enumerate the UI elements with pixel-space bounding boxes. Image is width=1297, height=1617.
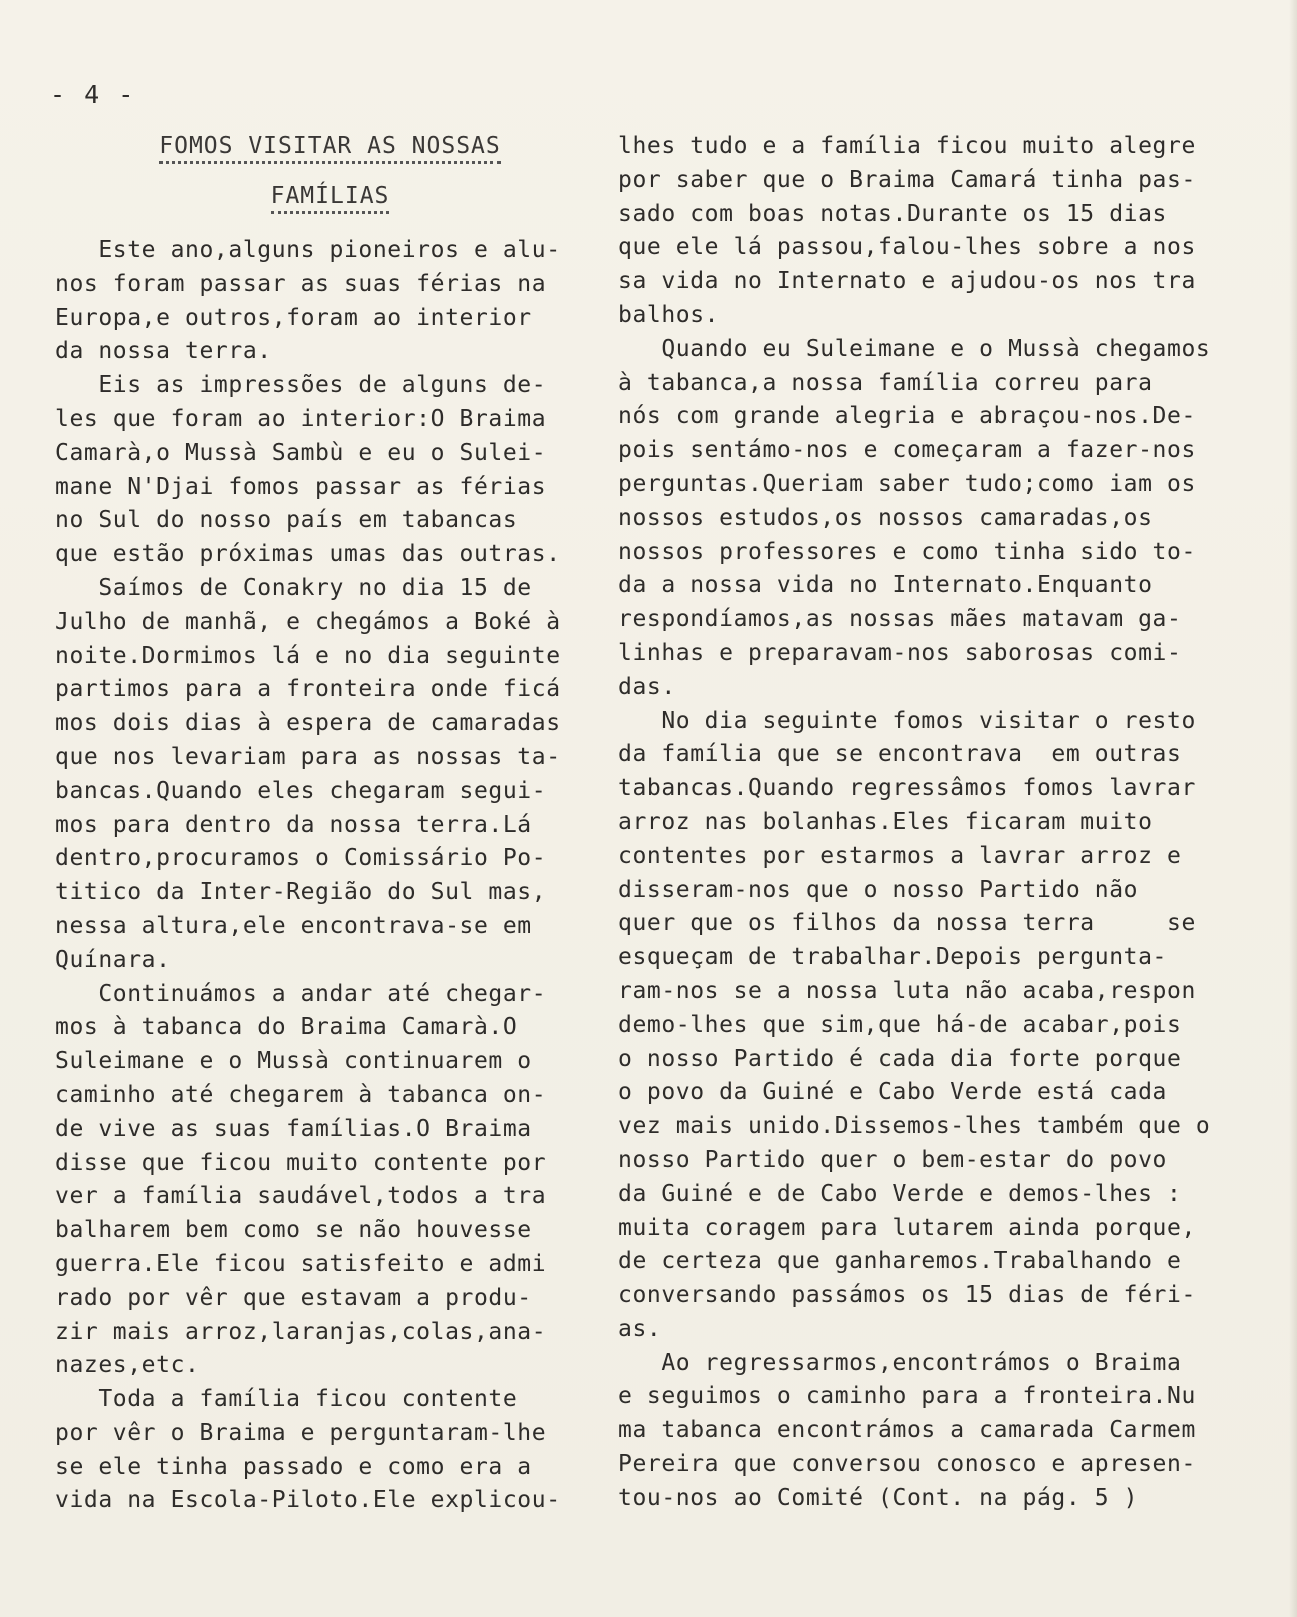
left-column-line: que estão próximas umas das outras. [55, 541, 561, 568]
left-column-line: mos à tabanca do Braima Camarà.O [55, 1014, 518, 1041]
right-column-line: lhes tudo e a família ficou muito alegre [618, 133, 1196, 159]
left-column-line: Suleimane e o Mussà continuarem o [55, 1048, 532, 1075]
left-column-line: mane N'Djai fomos passar as férias [55, 473, 547, 500]
left-column-line: Eis as impressões de alguns de- [55, 372, 547, 399]
article-title-text-1: FOMOS VISITAR AS NOSSAS [159, 133, 501, 164]
left-column-line: caminho até chegarem à tabanca on- [55, 1081, 547, 1108]
left-column-line: les que foram ao interior:O Braima [55, 405, 547, 432]
left-column-line: por vêr o Braima e perguntaram-lhe [55, 1419, 547, 1446]
left-column-line: que nos levariam para as nossas ta- [55, 743, 561, 770]
right-column-line: respondíamos,as nossas mães matavam ga- [618, 606, 1182, 633]
left-column-line: disse que ficou muito contente por [55, 1149, 547, 1176]
right-column-line: o nosso Partido é cada dia forte porque [618, 1045, 1182, 1072]
right-column-line: ram-nos se a nossa luta não acaba,respon [618, 977, 1196, 1004]
right-column-line: as. [618, 1315, 662, 1342]
right-column-line: e seguimos o caminho para a fronteira.Nu [618, 1383, 1196, 1410]
right-column-line: arroz nas bolanhas.Eles ficaram muito [618, 808, 1153, 835]
page-number: - 4 - [50, 80, 136, 109]
right-column-line: quer que os filhos da nossa terra se [618, 910, 1196, 937]
right-column-line: da família que se encontrava em outras [618, 741, 1182, 768]
right-column-line: tou-nos ao Comité (Cont. na pág. 5 ) [618, 1484, 1139, 1511]
article-title-line-2 [60, 183, 600, 209]
left-column-line: noite.Dormimos lá e no dia seguinte [55, 642, 561, 669]
right-column-line: balhos. [618, 301, 720, 328]
left-column-line: se ele tinha passado e como era a [55, 1453, 532, 1480]
left-column-line: Continuámos a andar até chegar- [55, 980, 547, 1007]
left-column-line: no Sul do nosso país em tabancas [55, 507, 518, 534]
left-column-line: partimos para a fronteira onde ficá [55, 676, 561, 703]
left-column-line: mos para dentro da nossa terra.Lá [55, 811, 532, 838]
right-column-line: nossos professores e como tinha sido to- [618, 538, 1196, 565]
right-column-line: disseram-nos que o nosso Partido não [618, 876, 1139, 903]
right-column-line: Quando eu Suleimane e o Mussà chegamos [618, 335, 1211, 362]
right-column-line: contentes por estarmos a lavrar arroz e [618, 842, 1182, 869]
right-column-line: à tabanca,a nossa família correu para [618, 369, 1153, 396]
right-column-line: pois sentámo-nos e começaram a fazer-nos [618, 437, 1196, 464]
left-column-line: Europa,e outros,foram ao interior [55, 304, 532, 331]
left-column-line: Saímos de Conakry no dia 15 de [55, 574, 532, 601]
right-column-line: sado com boas notas.Durante os 15 dias [618, 200, 1167, 227]
left-column-line: ver a família saudável,todos a tra [55, 1183, 547, 1210]
left-column-line: rado por vêr que estavam a produ- [55, 1284, 532, 1311]
right-column-line: linhas e preparavam-nos saborosas comi- [618, 639, 1182, 666]
right-column-line: demo-lhes que sim,que há-de acabar,pois [618, 1011, 1182, 1038]
right-column-line: de certeza que ganharemos.Trabalhando e [618, 1248, 1182, 1275]
right-column-line: da a nossa vida no Internato.Enquanto [618, 572, 1153, 599]
left-column-line: nessa altura,ele encontrava-se em [55, 912, 532, 939]
right-column-line: o povo da Guiné e Cabo Verde está cada [618, 1079, 1167, 1106]
right-column-line: conversando passámos os 15 dias de féri- [618, 1282, 1196, 1309]
left-column-line: nos foram passar as suas férias na [55, 270, 547, 297]
left-column-line: titico da Inter-Região do Sul mas, [55, 879, 547, 906]
left-text-column [55, 234, 561, 1518]
left-column-line: Quínara. [55, 946, 171, 973]
right-column-line: tabancas.Quando regressâmos fomos lavrar [618, 775, 1196, 802]
article-title-line-1 [60, 133, 600, 159]
article-title-text-2: FAMÍLIAS [271, 183, 390, 214]
left-column-line: nazes,etc. [55, 1352, 200, 1379]
left-column-line: Toda a família ficou contente [55, 1386, 518, 1413]
left-column-line: zir mais arroz,laranjas,colas,ana- [55, 1318, 547, 1345]
left-column-line: Camarà,o Mussà Sambù e eu o Sulei- [55, 439, 547, 466]
right-column-line: das. [618, 673, 676, 700]
left-column-line: de vive as suas famílias.O Braima [55, 1115, 532, 1142]
right-column-line: nosso Partido quer o bem-estar do povo [618, 1146, 1167, 1173]
page-edge-shadow [1289, 0, 1297, 1617]
left-column-line: Julho de manhã, e chegámos a Boké à [55, 608, 561, 635]
right-column-line: por saber que o Braima Camará tinha pas- [618, 166, 1196, 193]
left-column-line: guerra.Ele ficou satisfeito e admi [55, 1250, 547, 1277]
left-column-line: da nossa terra. [55, 338, 272, 365]
right-column-line: No dia seguinte fomos visitar o resto [618, 707, 1196, 734]
right-column-line: da Guiné e de Cabo Verde e demos-lhes : [618, 1180, 1182, 1207]
right-column-line: que ele lá passou,falou-lhes sobre a nos [618, 234, 1196, 261]
right-column-line: nossos estudos,os nossos camaradas,os [618, 504, 1153, 531]
right-column-line: ma tabanca encontrámos a camarada Carmem [618, 1417, 1196, 1444]
left-column-line: Este ano,alguns pioneiros e alu- [55, 237, 561, 263]
right-column-line: muita coragem para lutarem ainda porque, [618, 1214, 1196, 1241]
right-column-line: Pereira que conversou conosco e apresen- [618, 1451, 1196, 1478]
left-column-line: balharem bem como se não houvesse [55, 1217, 532, 1244]
left-column-line: vida na Escola-Piloto.Ele explicou- [55, 1487, 561, 1514]
left-column-line: mos dois dias à espera de camaradas [55, 710, 561, 737]
left-column-line: bancas.Quando eles chegaram segui- [55, 777, 547, 804]
right-column-line: perguntas.Queriam saber tudo;como iam os [618, 470, 1196, 497]
left-column-line: dentro,procuramos o Comissário Po- [55, 845, 547, 872]
right-column-line: vez mais unido.Dissemos-lhes também que o [618, 1113, 1211, 1140]
right-text-column [618, 130, 1210, 1516]
right-column-line: sa vida no Internato e ajudou-os nos tra [618, 268, 1196, 295]
right-column-line: nós com grande alegria e abraçou-nos.De- [618, 403, 1196, 430]
right-column-line: esqueçam de trabalhar.Depois pergunta- [618, 944, 1167, 971]
right-column-line: Ao regressarmos,encontrámos o Braima [618, 1349, 1182, 1376]
